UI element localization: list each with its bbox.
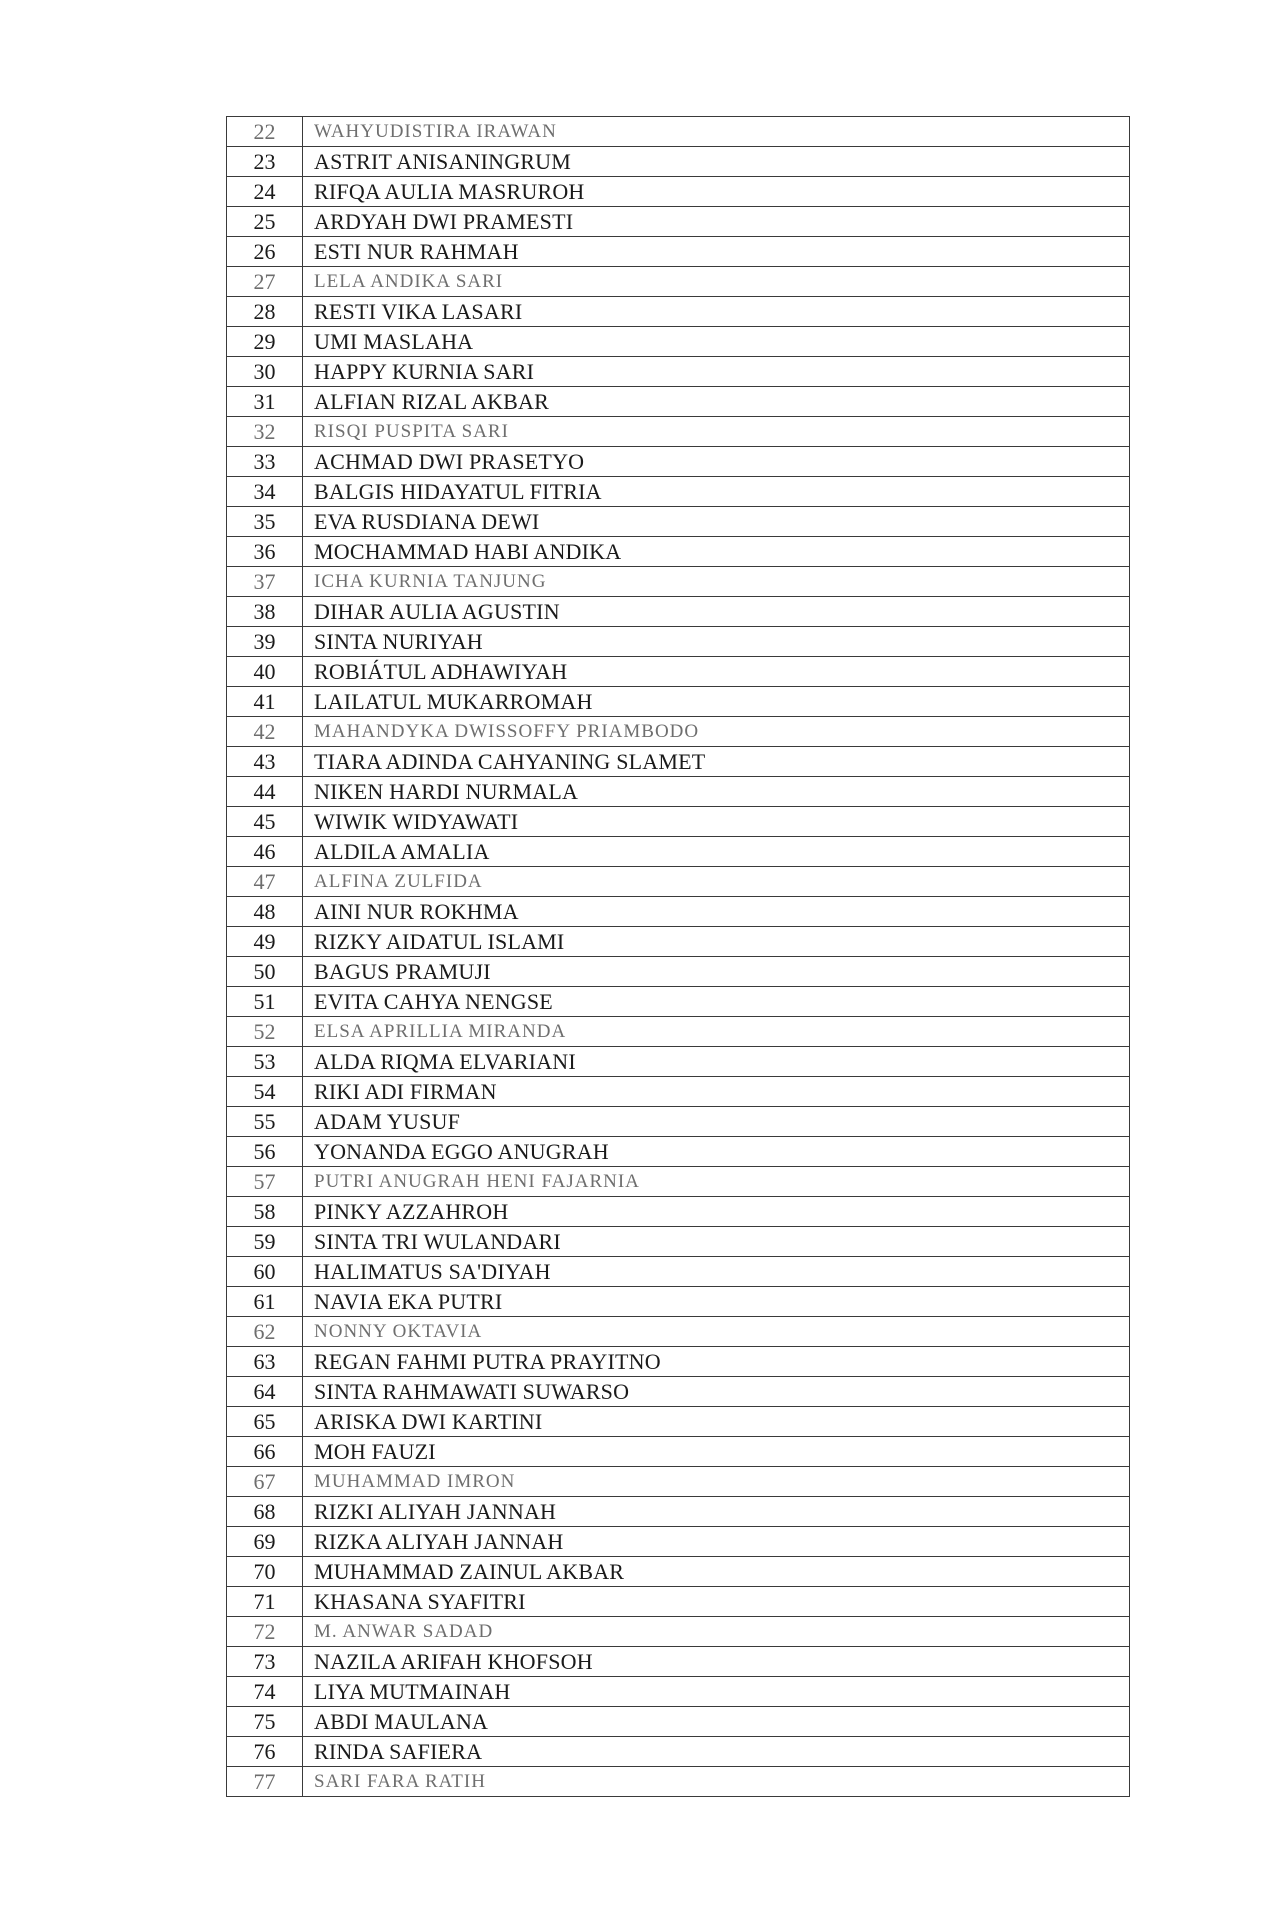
row-number: 71: [227, 1587, 303, 1617]
row-name: RISQI PUSPITA SARI: [303, 417, 1130, 447]
row-name: RIKI ADI FIRMAN: [303, 1077, 1130, 1107]
row-number: 77: [227, 1767, 303, 1797]
row-number: 67: [227, 1467, 303, 1497]
table-row: [227, 597, 1130, 627]
row-name: SINTA TRI WULANDARI: [303, 1227, 1130, 1257]
table-row: [227, 1767, 1130, 1797]
table-row: [227, 1677, 1130, 1707]
row-number: 39: [227, 627, 303, 657]
row-name: MUHAMMAD ZAINUL AKBAR: [303, 1557, 1130, 1587]
table-row: [227, 897, 1130, 927]
row-number: 37: [227, 567, 303, 597]
table-row: [227, 477, 1130, 507]
row-name: MUHAMMAD IMRON: [303, 1467, 1130, 1497]
table-row: [227, 1377, 1130, 1407]
row-name: LAILATUL MUKARROMAH: [303, 687, 1130, 717]
table-row: [227, 1107, 1130, 1137]
table-row: [227, 627, 1130, 657]
row-number: 64: [227, 1377, 303, 1407]
row-number: 40: [227, 657, 303, 687]
table-row: [227, 387, 1130, 417]
row-number: 27: [227, 267, 303, 297]
row-number: 56: [227, 1137, 303, 1167]
row-number: 45: [227, 807, 303, 837]
table-row: [227, 927, 1130, 957]
row-name: RIZKA ALIYAH JANNAH: [303, 1527, 1130, 1557]
table-row: [227, 147, 1130, 177]
row-name: WIWIK WIDYAWATI: [303, 807, 1130, 837]
table-row: [227, 537, 1130, 567]
row-name: TIARA ADINDA CAHYANING SLAMET: [303, 747, 1130, 777]
row-number: 34: [227, 477, 303, 507]
row-name: RINDA SAFIERA: [303, 1737, 1130, 1767]
row-number: 33: [227, 447, 303, 477]
table-row: [227, 1137, 1130, 1167]
row-name: RESTI VIKA LASARI: [303, 297, 1130, 327]
row-number: 74: [227, 1677, 303, 1707]
row-name: PINKY AZZAHROH: [303, 1197, 1130, 1227]
row-name: NIKEN HARDI NURMALA: [303, 777, 1130, 807]
row-name: WAHYUDISTIRA IRAWAN: [303, 117, 1130, 147]
row-number: 35: [227, 507, 303, 537]
row-number: 25: [227, 207, 303, 237]
table-row: [227, 717, 1130, 747]
row-name: KHASANA SYAFITRI: [303, 1587, 1130, 1617]
table-row: [227, 807, 1130, 837]
name-list-table: [226, 116, 1130, 1797]
row-name: ARDYAH DWI PRAMESTI: [303, 207, 1130, 237]
row-number: 41: [227, 687, 303, 717]
table-row: [227, 1407, 1130, 1437]
row-number: 53: [227, 1047, 303, 1077]
row-number: 32: [227, 417, 303, 447]
row-number: 30: [227, 357, 303, 387]
row-number: 44: [227, 777, 303, 807]
table-row: [227, 417, 1130, 447]
row-name: RIZKI ALIYAH JANNAH: [303, 1497, 1130, 1527]
row-number: 31: [227, 387, 303, 417]
table-row: [227, 657, 1130, 687]
table-row: [227, 357, 1130, 387]
row-number: 55: [227, 1107, 303, 1137]
table-row: [227, 1617, 1130, 1647]
table-row: [227, 747, 1130, 777]
row-number: 54: [227, 1077, 303, 1107]
table-row: [227, 1467, 1130, 1497]
table-row: [227, 1167, 1130, 1197]
table-row: [227, 1647, 1130, 1677]
table-row: [227, 297, 1130, 327]
table-row: [227, 987, 1130, 1017]
row-name: MOCHAMMAD HABI ANDIKA: [303, 537, 1130, 567]
row-number: 49: [227, 927, 303, 957]
row-name: ICHA KURNIA TANJUNG: [303, 567, 1130, 597]
row-number: 52: [227, 1017, 303, 1047]
table-row: [227, 327, 1130, 357]
table-row: [227, 237, 1130, 267]
row-name: ALDILA AMALIA: [303, 837, 1130, 867]
row-name: LIYA MUTMAINAH: [303, 1677, 1130, 1707]
table-row: [227, 777, 1130, 807]
name-list-body: [227, 117, 1130, 1797]
row-name: ADAM YUSUF: [303, 1107, 1130, 1137]
row-number: 23: [227, 147, 303, 177]
row-number: 47: [227, 867, 303, 897]
row-name: MAHANDYKA DWISSOFFY PRIAMBODO: [303, 717, 1130, 747]
table-row: [227, 1557, 1130, 1587]
table-row: [227, 207, 1130, 237]
table-row: [227, 1347, 1130, 1377]
row-name: RIFQA AULIA MASRUROH: [303, 177, 1130, 207]
row-number: 63: [227, 1347, 303, 1377]
row-number: 43: [227, 747, 303, 777]
row-number: 51: [227, 987, 303, 1017]
table-row: [227, 447, 1130, 477]
row-name: ALFINA ZULFIDA: [303, 867, 1130, 897]
table-row: [227, 1317, 1130, 1347]
row-name: ALFIAN RIZAL AKBAR: [303, 387, 1130, 417]
row-name: NAVIA EKA PUTRI: [303, 1287, 1130, 1317]
table-row: [227, 1737, 1130, 1767]
table-row: [227, 867, 1130, 897]
row-number: 28: [227, 297, 303, 327]
row-name: LELA ANDIKA SARI: [303, 267, 1130, 297]
row-number: 42: [227, 717, 303, 747]
row-name: BALGIS HIDAYATUL FITRIA: [303, 477, 1130, 507]
row-number: 66: [227, 1437, 303, 1467]
row-name: YONANDA EGGO ANUGRAH: [303, 1137, 1130, 1167]
row-number: 59: [227, 1227, 303, 1257]
row-number: 46: [227, 837, 303, 867]
row-name: ABDI MAULANA: [303, 1707, 1130, 1737]
table-row: [227, 1287, 1130, 1317]
table-row: [227, 957, 1130, 987]
row-name: NAZILA ARIFAH KHOFSOH: [303, 1647, 1130, 1677]
row-number: 75: [227, 1707, 303, 1737]
table-row: [227, 1257, 1130, 1287]
row-number: 26: [227, 237, 303, 267]
row-name: ROBIÁTUL ADHAWIYAH: [303, 657, 1130, 687]
row-name: DIHAR AULIA AGUSTIN: [303, 597, 1130, 627]
row-name: UMI MASLAHA: [303, 327, 1130, 357]
table-row: [227, 177, 1130, 207]
row-name: ESTI NUR RAHMAH: [303, 237, 1130, 267]
row-name: SARI FARA RATIH: [303, 1767, 1130, 1797]
row-number: 36: [227, 537, 303, 567]
row-number: 48: [227, 897, 303, 927]
row-name: BAGUS PRAMUJI: [303, 957, 1130, 987]
row-name: SINTA RAHMAWATI SUWARSO: [303, 1377, 1130, 1407]
row-name: ASTRIT ANISANINGRUM: [303, 147, 1130, 177]
row-name: ALDA RIQMA ELVARIANI: [303, 1047, 1130, 1077]
table-row: [227, 507, 1130, 537]
table-row: [227, 567, 1130, 597]
table-row: [227, 1587, 1130, 1617]
table-row: [227, 1437, 1130, 1467]
row-number: 38: [227, 597, 303, 627]
table-row: [227, 117, 1130, 147]
row-name: ELSA APRILLIA MIRANDA: [303, 1017, 1130, 1047]
table-row: [227, 1017, 1130, 1047]
table-row: [227, 1227, 1130, 1257]
table-row: [227, 267, 1130, 297]
row-name: ARISKA DWI KARTINI: [303, 1407, 1130, 1437]
table-row: [227, 1707, 1130, 1737]
row-number: 73: [227, 1647, 303, 1677]
table-row: [227, 1197, 1130, 1227]
row-name: RIZKY AIDATUL ISLAMI: [303, 927, 1130, 957]
row-name: EVA RUSDIANA DEWI: [303, 507, 1130, 537]
row-number: 50: [227, 957, 303, 987]
row-name: HAPPY KURNIA SARI: [303, 357, 1130, 387]
row-name: AINI NUR ROKHMA: [303, 897, 1130, 927]
row-number: 69: [227, 1527, 303, 1557]
row-name: PUTRI ANUGRAH HENI FAJARNIA: [303, 1167, 1130, 1197]
table-row: [227, 1497, 1130, 1527]
table-row: [227, 687, 1130, 717]
table-row: [227, 1077, 1130, 1107]
row-name: M. ANWAR SADAD: [303, 1617, 1130, 1647]
row-number: 29: [227, 327, 303, 357]
row-number: 57: [227, 1167, 303, 1197]
row-number: 68: [227, 1497, 303, 1527]
row-name: SINTA NURIYAH: [303, 627, 1130, 657]
row-name: REGAN FAHMI PUTRA PRAYITNO: [303, 1347, 1130, 1377]
row-number: 72: [227, 1617, 303, 1647]
row-number: 70: [227, 1557, 303, 1587]
row-number: 61: [227, 1287, 303, 1317]
row-name: MOH FAUZI: [303, 1437, 1130, 1467]
row-name: HALIMATUS SA'DIYAH: [303, 1257, 1130, 1287]
table-row: [227, 837, 1130, 867]
row-number: 22: [227, 117, 303, 147]
row-number: 62: [227, 1317, 303, 1347]
row-number: 60: [227, 1257, 303, 1287]
row-name: ACHMAD DWI PRASETYO: [303, 447, 1130, 477]
table-row: [227, 1047, 1130, 1077]
row-name: NONNY OKTAVIA: [303, 1317, 1130, 1347]
row-number: 65: [227, 1407, 303, 1437]
table-row: [227, 1527, 1130, 1557]
row-name: EVITA CAHYA NENGSE: [303, 987, 1130, 1017]
row-number: 24: [227, 177, 303, 207]
row-number: 58: [227, 1197, 303, 1227]
row-number: 76: [227, 1737, 303, 1767]
